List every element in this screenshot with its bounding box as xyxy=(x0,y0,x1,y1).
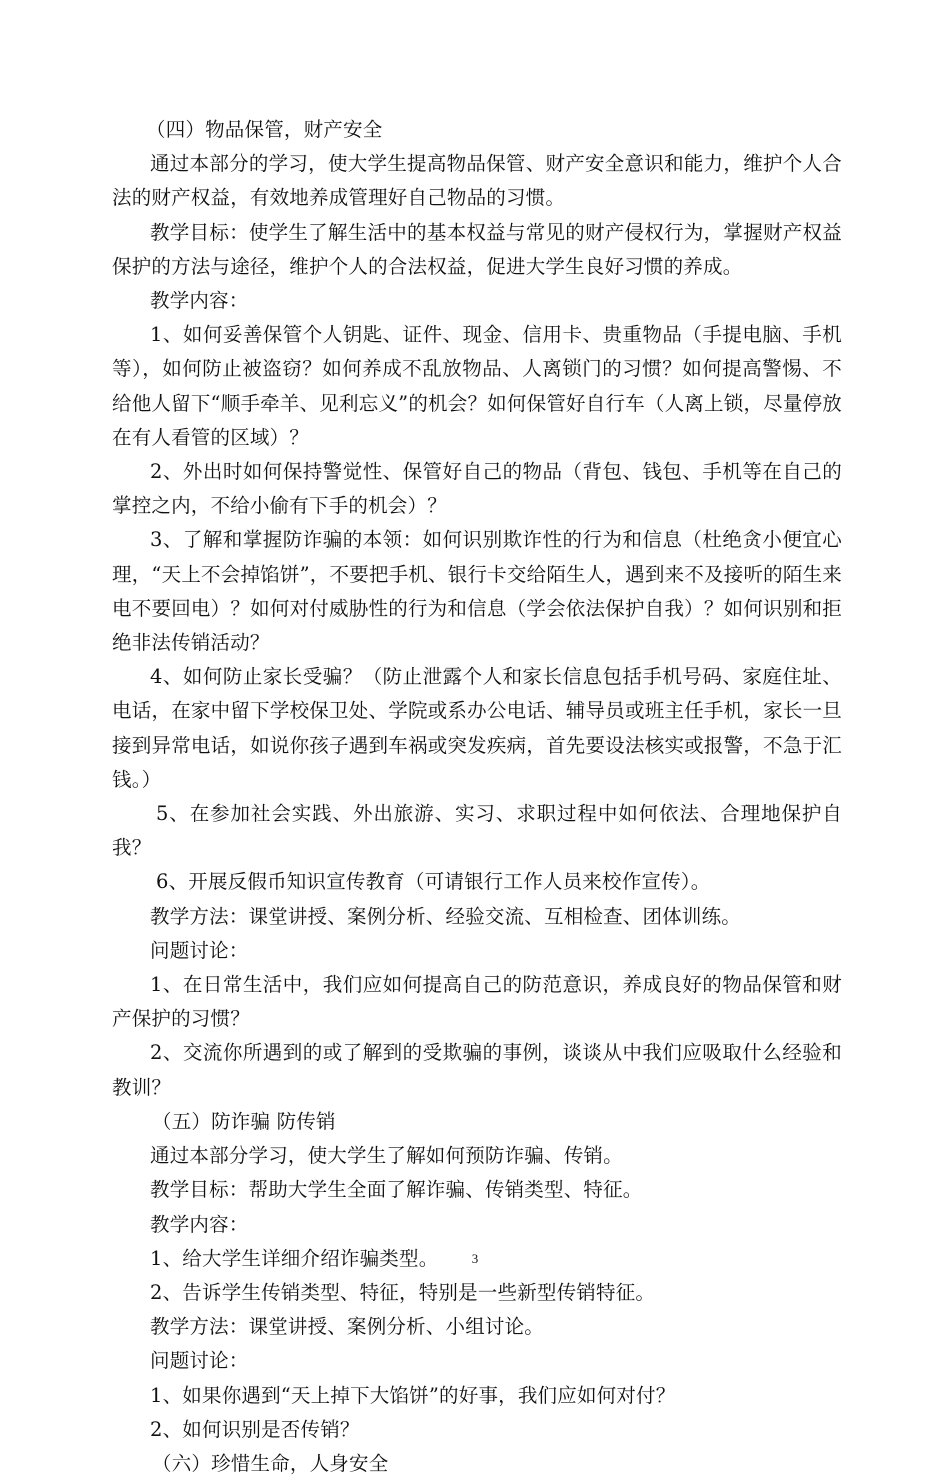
paragraph-teaching-goal-5: 教学目标：帮助大学生全面了解诈骗、传销类型、特征。 xyxy=(150,1178,643,1202)
discussion-item-1: 1、在日常生活中，我们应如何提高自己的防范意识，养成良好的物品保管和财产保护的习惯？ xyxy=(112,973,842,1031)
body-text xyxy=(112,113,842,1481)
paragraph-teaching-content-label: 教学内容： xyxy=(150,289,249,313)
discussion-item-5-1: 1、如果你遇到“天上掉下大馅饼”的好事，我们应如何对付？ xyxy=(150,1383,676,1407)
list-item-1: 1、如何妥善保管个人钥匙、证件、现金、信用卡、贵重物品（手提电脑、手机等），如何防止被盗窃？如何养成不乱放物品、人离锁门的习惯？如何提高警惕、不给他人留下“顺手牵羊、见利忘义”的机会？如何保管好自行车（人离上锁，尽量停放在有人看管的区域）？ xyxy=(112,323,842,449)
section-heading-4: （四）物品保管，财产安全 xyxy=(146,118,383,141)
section-heading-5: （五）防诈骗 防传销 xyxy=(152,1109,336,1133)
section-heading-6: （六）珍惜生命，人身安全 xyxy=(152,1451,389,1475)
paragraph-discussion-label: 问题讨论： xyxy=(150,938,249,962)
list-item-6: 6、开展反假币知识宣传教育（可请银行工作人员来校作宣传）。 xyxy=(156,870,711,894)
paragraph-teaching-method: 教学方法：课堂讲授、案例分析、经验交流、互相检查、团体训练。 xyxy=(150,904,742,928)
paragraph-discussion-label-5: 问题讨论： xyxy=(150,1349,249,1373)
page-number: 3 xyxy=(471,1251,479,1266)
discussion-item-5-2: 2、如何识别是否传销？ xyxy=(150,1417,360,1441)
list-item-3: 3、了解和掌握防诈骗的本领：如何识别欺诈性的行为和信息（杜绝贪小便宜心理，“天上不会掉馅饼”，不要把手机、银行卡交给陌生人，遇到来不及接听的陌生来电不要回电）？如何对付威胁性的行为和信息（学会依法保护自我）？如何识别和拒绝非法传销活动？ xyxy=(112,528,842,655)
list-item-5-1: 1、给大学生详细介绍诈骗类型。 xyxy=(150,1246,439,1270)
paragraph-intro-5: 通过本部分学习，使大学生了解如何预防诈骗、传销。 xyxy=(150,1144,623,1168)
discussion-item-2: 2、交流你所遇到的或了解到的受欺骗的事例，谈谈从中我们应吸取什么经验和教训？ xyxy=(112,1041,842,1099)
paragraph-teaching-content-label-5: 教学内容： xyxy=(150,1212,249,1236)
paragraph-teaching-method-5: 教学方法：课堂讲授、案例分析、小组讨论。 xyxy=(150,1315,545,1339)
list-item-4: 4、如何防止家长受骗？（防止泄露个人和家长信息包括手机号码、家庭住址、电话，在家中留下学校保卫处、学院或系办公电话、辅导员或班主任手机，家长一旦接到异常电话，如说你孩子遇到车祸或突发疾病，首先要设法核实或报警，不急于汇钱。） xyxy=(112,665,842,791)
list-item-5-2: 2、告诉学生传销类型、特征，特别是一些新型传销特征。 xyxy=(150,1280,656,1304)
list-item-2: 2、外出时如何保持警觉性、保管好自己的物品（背包、钱包、手机等在自己的掌控之内，不给小偷有下手的机会）？ xyxy=(112,460,842,518)
paragraph-intro: 通过本部分的学习，使大学生提高物品保管、财产安全意识和能力，维护个人合法的财产权益，有效地养成管理好自己物品的习惯。 xyxy=(112,152,842,210)
paragraph-teaching-goal: 教学目标：使学生了解生活中的基本权益与常见的财产侵权行为，掌握财产权益保护的方法与途径，维护个人的合法权益，促进大学生良好习惯的养成。 xyxy=(112,220,842,278)
list-item-5: 5、在参加社会实践、外出旅游、实习、求职过程中如何依法、合理地保护自我？ xyxy=(112,802,842,860)
